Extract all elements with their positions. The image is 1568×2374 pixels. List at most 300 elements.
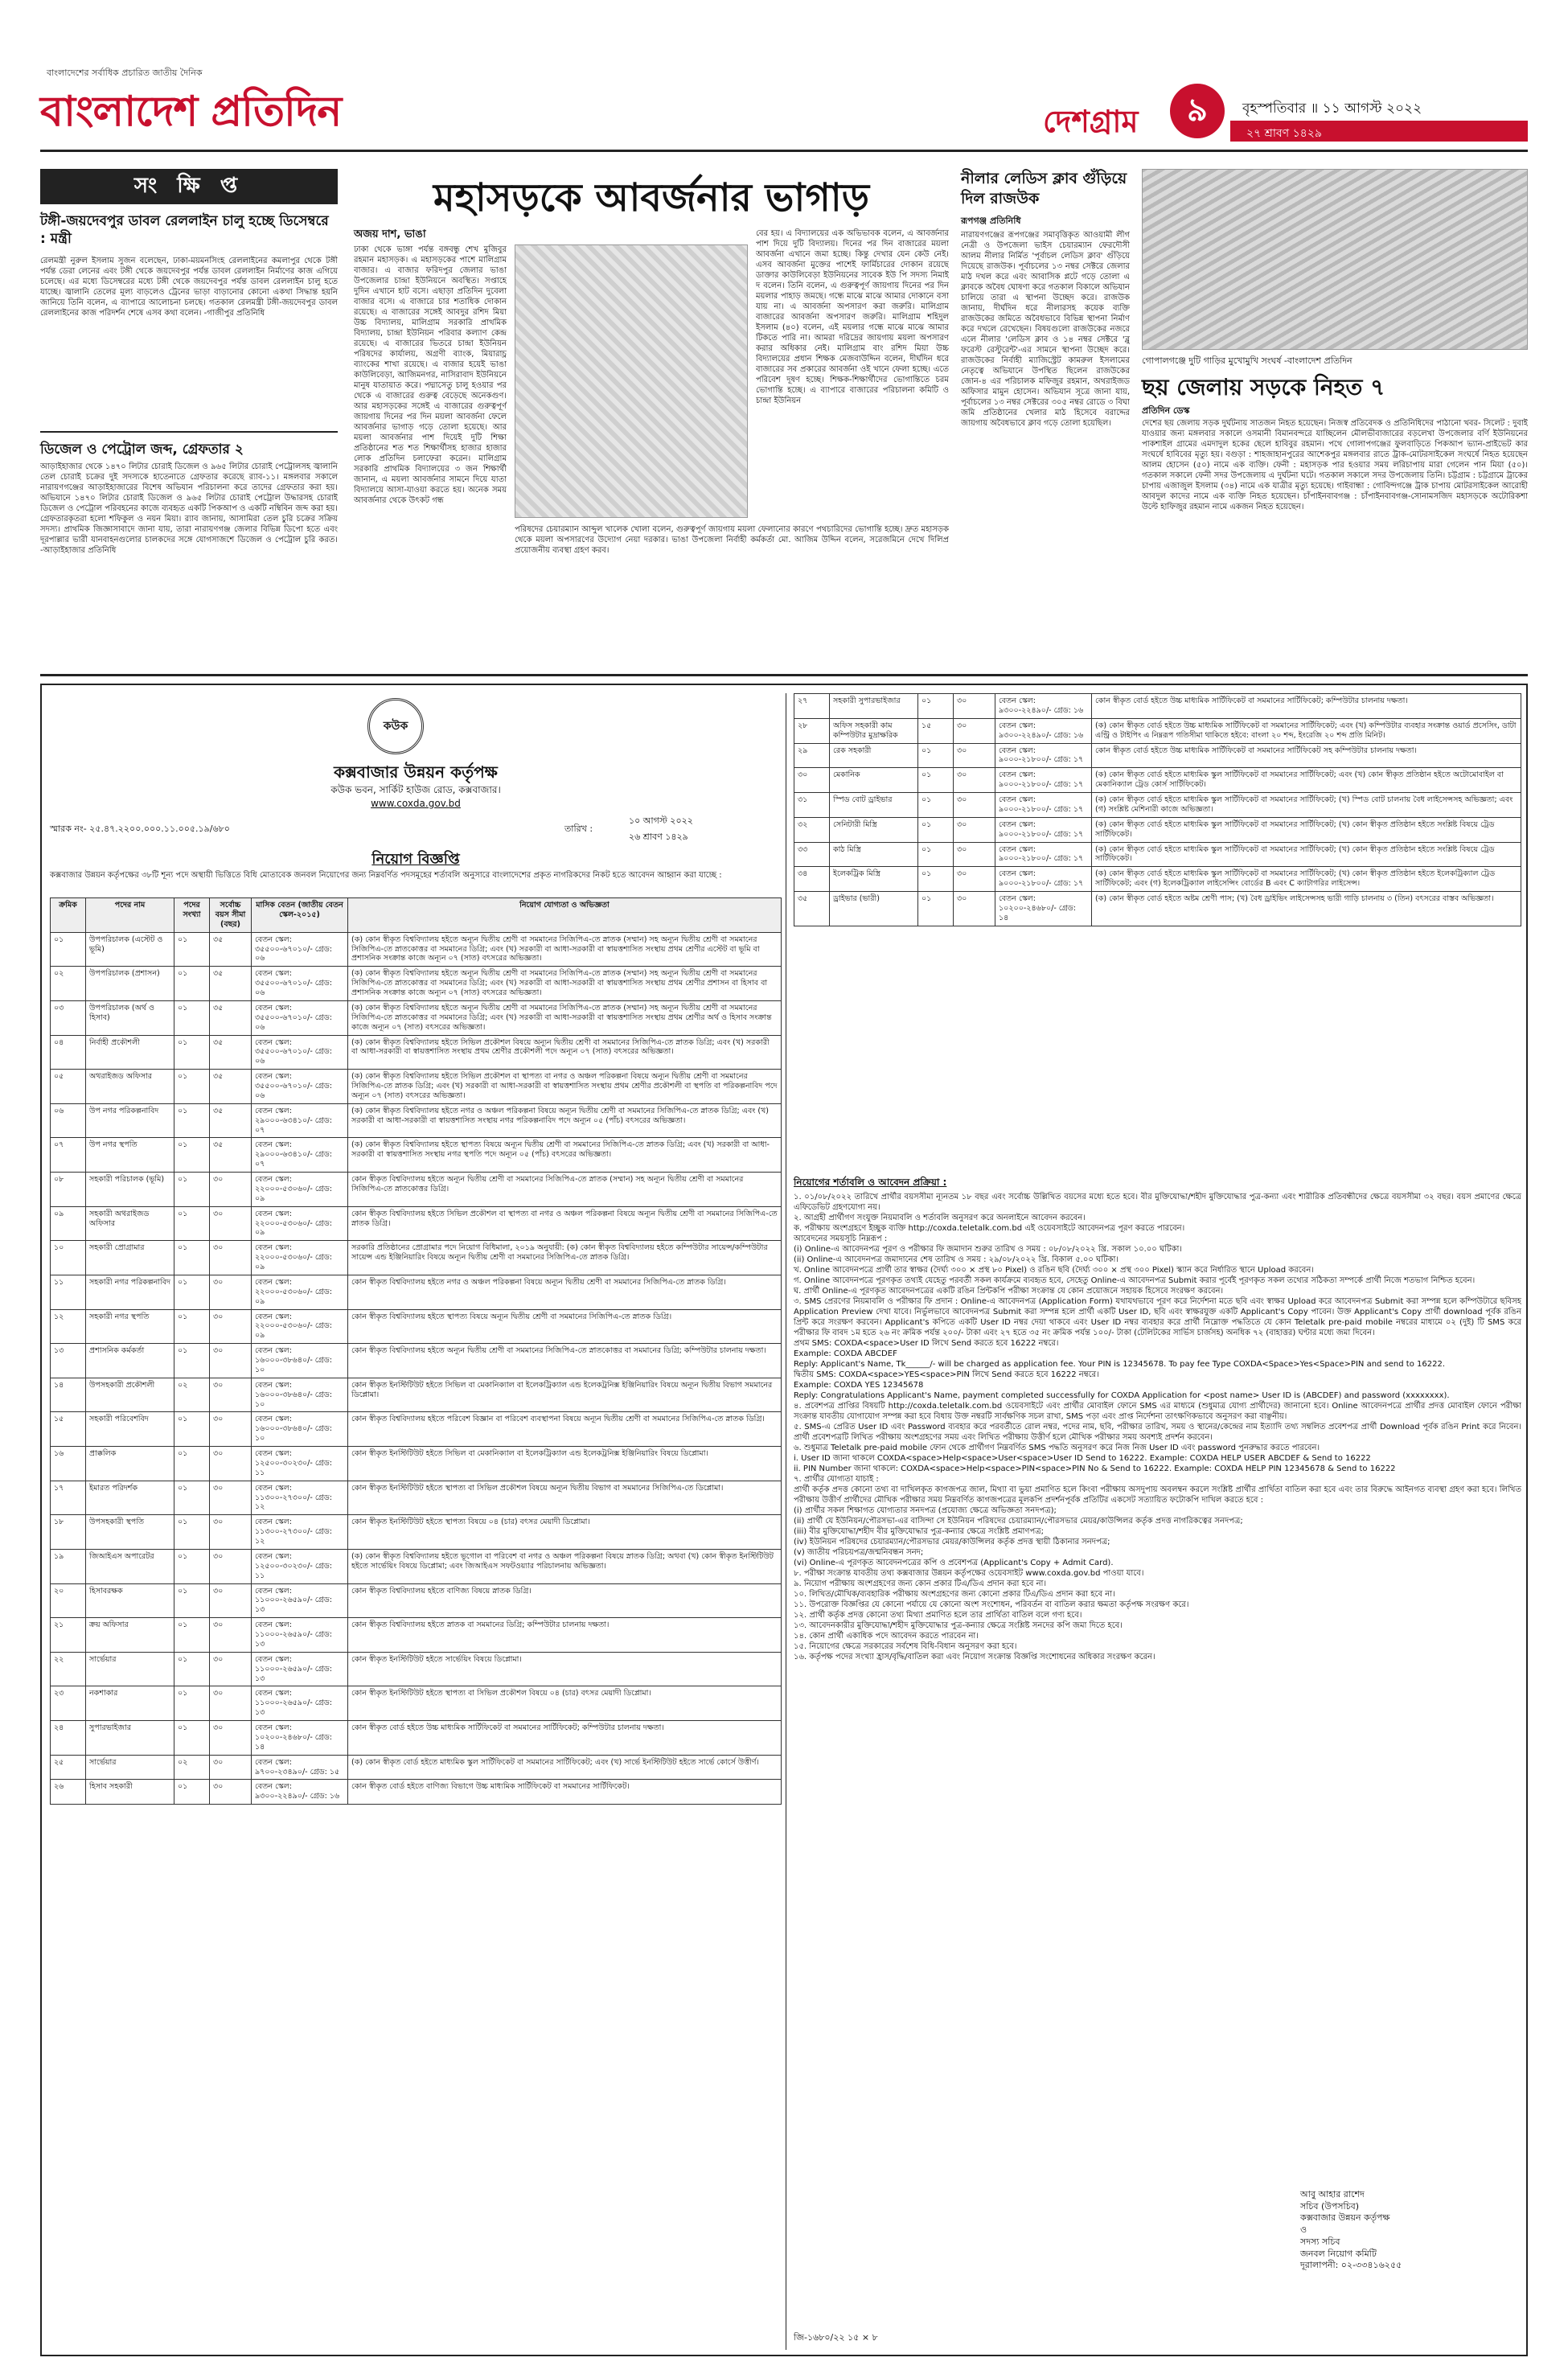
- col-count: পদের সংখ্যা: [174, 898, 210, 933]
- cell-post: সার্ভেয়ার: [86, 1652, 174, 1686]
- cell-qualification: (ক) কোন স্বীকৃত বিশ্ববিদ্যালয় হইতে স্থাপত্য বিষয়ে অন্যূন দ্বিতীয় শ্রেণী বা সমমানের সিজিপিএ-তে স্নাতক ডিগ্রি; এবং (খ) সরকারী বা আধা-সরকারী বা স্বায়ত্তশাসিত সংস্থায় নগর স্থপতি পদে অন্যূন ০৫ (পাঁচ) বৎসরের অভিজ্ঞতা।: [348, 1138, 782, 1173]
- cell-serial: ২৭: [794, 694, 830, 719]
- cell-post: ইলেকট্রিক মিস্ত্রি: [830, 867, 918, 892]
- lead-col2: বের হয়। এ বিদ্যালয়ের এক অভিভাবক বলেন, এ আবর্জনার পাশ দিয়ে দুটি বিদ্যালয়। দিনের পর দিন বাজারের ময়লা আবর্জনা এখানে জমা হচ্ছে। কিন্তু দেখার যেন কেউ নেই। এসব আবর্জনা মুক্তের পাশেই ফার্মিচারের দোকান রয়েছে ডাক্তার কাউলিবেড়া ইউনিয়নের সাবেক ইউ পি সদস্য নিমাই দ বলেন। তিনি বলেন, এ গুরুত্বপূর্ণ জায়গায় দিনের পর দিন ময়লার পাহাড় জমছে। গন্ধে মাঝে মাঝে আমার দোকানে বসা যায় না। এ আবর্জনা অপসারণ করা জরুরি। মালিগ্রাম বাজারের আবর্জনা অপসারণ জরুরি। মালিগ্রাম শহিদুল ইসলাম (৪০) বলেন, এই ময়লার গন্ধে মাঝে মাঝে আমার টিকতে পারি না। আমরা দরিদ্রের জায়গায় ময়লা অপসারণ করার অধিকার নেই। মালিগ্রাম বাং রশিদ মিয়া উচ্চ বিদ্যালয়ের প্রধান শিক্ষক মেজবাউদ্দিন বলেন, দীর্ঘদিন ধরে বাজারের সব প্রকারের আবর্জনা ওই খানে ফেলা হচ্ছে। এতে পরিবেশ দূষণ হচ্ছে। শিক্ষক-শিক্ষার্থীদের ভোগান্তিতে চরম ভোগান্তি হচ্ছে। এ ব্যাপারে বাজারের পরিচালনা কমিটি ও চান্দ্রা ইউনিয়ন: [756, 229, 949, 405]
- cell-post: হিসাবরক্ষক: [86, 1583, 174, 1618]
- ad-memo: স্মারক নং- ২৫.৪৭.২২০০.০০০.১১.০০৫.১৯/৬৮০: [50, 824, 230, 834]
- table-row: [51, 1070, 782, 1104]
- cell-serial: ৩০: [794, 768, 830, 793]
- col-age: সর্বোচ্চ বয়স সীমা (বছর): [210, 898, 252, 933]
- brief-banner: [40, 169, 338, 204]
- cell-serial: ১৪: [51, 1378, 86, 1412]
- accident-story: [1142, 161, 1528, 659]
- top-section-rule: [40, 674, 1528, 676]
- cell-serial: ০৫: [51, 1070, 86, 1104]
- cell-count: ০১: [174, 1549, 210, 1583]
- cell-age: ৩০: [954, 842, 995, 867]
- cell-age: ৩০: [210, 1755, 252, 1780]
- ad-table-header: [51, 898, 782, 933]
- cell-serial: ৩২: [794, 817, 830, 842]
- cell-age: ৩০: [954, 768, 995, 793]
- cell-count: ০২: [174, 1378, 210, 1412]
- cell-salary: বেতন স্কেল: ৩৫৫০০-৬৭০১০/- গ্রেড: ০৬: [252, 1070, 348, 1104]
- cell-qualification: কোন স্বীকৃত বিশ্ববিদ্যালয় হইতে অন্যূন দ্বিতীয় শ্রেণী বা সমমানের সিজিপিএ-তে স্নাতক (সম্মান) সহ অন্যূন দ্বিতীয় শ্রেণী বা সমমানের সিজিপিএ-তে স্নাতকোত্তর ডিগ্রি।: [348, 1173, 782, 1207]
- cell-age: ৩০: [954, 694, 995, 719]
- table-row: [51, 1583, 782, 1618]
- cell-post: অথরাইজড অফিসার: [86, 1070, 174, 1104]
- cell-qualification: (ক) কোন স্বীকৃত বোর্ড হইতে মাধ্যমিক স্কুল সার্টিফিকেট বা সমমানের সার্টিফিকেট; (খ) কোন স্বীকৃত প্রতিষ্ঠান হইতে সংশ্লিষ্ট বিষয়ে ট্রেড সার্টিফিকেট।: [1092, 842, 1521, 867]
- cell-post: প্রশাসনিক কর্মকর্তা: [86, 1344, 174, 1378]
- ad-website[interactable]: www.coxda.gov.bd: [371, 798, 461, 809]
- cell-qualification: (ক) কোন স্বীকৃত বোর্ড হইতে অষ্টম শ্রেণী পাস; (খ) বৈধ ড্রাইভিং লাইসেন্সসহ ভারী গাড়ি চালনায় ৩ (তিন) বৎসরের বাস্তব অভিজ্ঞতা।: [1092, 892, 1521, 926]
- cell-count: ০১: [918, 817, 954, 842]
- cell-salary: বেতন স্কেল: ৯০০০-২১৮০০/- গ্রেড: ১৭: [995, 867, 1092, 892]
- cell-post: ড্রাইভার (ভারী): [830, 892, 918, 926]
- cell-salary: বেতন স্কেল: ৯৩০০-২২৪৯০/- গ্রেড: ১৬: [252, 1780, 348, 1805]
- table-row: [51, 1755, 782, 1780]
- cell-count: ০১: [174, 1070, 210, 1104]
- cell-count: ০১: [174, 1721, 210, 1756]
- table-row: [794, 817, 1521, 842]
- cell-post: সুপারভাইজার: [86, 1721, 174, 1756]
- bangla-date: ২৭ শ্রাবণ ১৪২৯: [1246, 127, 1322, 140]
- cell-serial: ২৪: [51, 1721, 86, 1756]
- cell-age: ৩৫: [210, 1000, 252, 1035]
- cell-count: ০১: [174, 932, 210, 967]
- table-row: [794, 743, 1521, 768]
- bangla-date-bar: [1230, 121, 1528, 142]
- cell-salary: বেতন স্কেল: ৯০০০-২১৮০০/- গ্রেড: ১৭: [995, 842, 1092, 867]
- ad-authority: কক্সবাজার উন্নয়ন কর্তৃপক্ষ: [334, 762, 498, 782]
- conditions-title: নিয়োগের শর্তাবলি ও আবেদন প্রক্রিয়া :: [794, 1177, 947, 1188]
- cell-salary: বেতন স্কেল: ২২০০০-৫৩০৬০/- গ্রেড: ০৯: [252, 1173, 348, 1207]
- cell-post: সহকারী সুপারভাইজার: [830, 694, 918, 719]
- cell-post: সহকারী পরিবেশবিদ: [86, 1412, 174, 1447]
- table-row: [51, 1652, 782, 1686]
- cell-qualification: কোন স্বীকৃত বিশ্ববিদ্যালয় হইতে সিভিল প্রকৌশল বা স্থাপত্য বা নগর ও অঞ্চল পরিকল্পনা বিষয়ে অন্যূন দ্বিতীয় শ্রেণী বা সমমানের সিজিপিএ-তে স্নাতক ডিগ্রি।: [348, 1206, 782, 1241]
- cell-post: সেনিটারী মিস্ত্রি: [830, 817, 918, 842]
- cell-qualification: কোন স্বীকৃত ইনস্টিটিউট হইতে সিভিল বা মেকানিক্যাল বা ইলেকট্রিক্যাল এন্ড ইলেকট্রনিক্স ইঞ্জিনিয়ারিং বিষয়ে অন্যূন দ্বিতীয় বিভাগ সমমানের ডিপ্লোমা।: [348, 1378, 782, 1412]
- ad-logo: [367, 698, 424, 754]
- cell-serial: ১৮: [51, 1515, 86, 1550]
- table-row: [51, 967, 782, 1001]
- cell-salary: বেতন স্কেল: ৯০০০-২১৮০০/- গ্রেড: ১৭: [995, 743, 1092, 768]
- table-row: [51, 1138, 782, 1173]
- cell-serial: ১১: [51, 1275, 86, 1309]
- cell-post: সহকারী অথরাইজড অফিসার: [86, 1206, 174, 1241]
- cell-qualification: কোন স্বীকৃত বিশ্ববিদ্যালয় হইতে পরিবেশ বিজ্ঞান বা পরিবেশ ব্যবস্থাপনা বিষয়ে অন্যূন দ্বিতীয় শ্রেণী বা সমমানের সিজিপিএ-তে স্নাতক ডিগ্রি।: [348, 1412, 782, 1447]
- col-post: পদের নাম: [86, 898, 174, 933]
- cell-qualification: (ক) কোন স্বীকৃত বিশ্ববিদ্যালয় হইতে সিভিল প্রকৌশল বিষয়ে অন্যূন দ্বিতীয় শ্রেণী বা সমমানের সিজিপিএ-তে স্নাতক ডিগ্রি; এবং (খ) সরকারী বা আধা-সরকারী বা স্বায়ত্তশাসিত সংস্থায় প্রথম শ্রেণীর প্রকৌশলী পদে অন্যূন ০৭ (সাত) বৎসরের অভিজ্ঞতা।: [348, 1035, 782, 1070]
- cell-serial: ০২: [51, 967, 86, 1001]
- table-row: [51, 1618, 782, 1653]
- cell-count: ০১: [174, 1447, 210, 1481]
- cell-post: জিআইএস অপারেটর: [86, 1549, 174, 1583]
- col-serial: ক্রমিক: [51, 898, 86, 933]
- cell-count: ০১: [174, 1652, 210, 1686]
- cell-post: রেক সহকারী: [830, 743, 918, 768]
- cell-post: উপপরিচালক (এস্টেট ও ভূমি): [86, 932, 174, 967]
- cell-qualification: (ক) কোন স্বীকৃত বিশ্ববিদ্যালয় হইতে সিভিল প্রকৌশল বা স্থাপত্য বা নগর ও অঞ্চল পরিকল্পনা বিষয়ে অন্যূন দ্বিতীয় শ্রেণী বা সমমানের সিজিপিএ-তে স্নাতক ডিগ্রি; এবং (খ) সরকারী বা আধা-সরকারী বা স্বায়ত্তশাসিত সংস্থায় প্রথম শ্রেণীর প্রকৌশলী বা স্থপতি বা পরিকল্পনাবিদ পদে অন্যূন ০৭ (সাত) বৎসরের অভিজ্ঞতা।: [348, 1070, 782, 1104]
- cell-post: স্পিড বোট ড্রাইভার: [830, 793, 918, 818]
- cell-salary: বেতন স্কেল: ১২৫০০-৩০২৩০/- গ্রেড: ১১: [252, 1549, 348, 1583]
- cell-post: নকশাকার: [86, 1686, 174, 1721]
- cell-salary: বেতন স্কেল: ২২০০০-৫৩০৬০/- গ্রেড: ০৯: [252, 1309, 348, 1344]
- cell-age: ৩০: [210, 1780, 252, 1805]
- ad-table-left-wrap: [50, 897, 782, 2345]
- table-row: [51, 1549, 782, 1583]
- table-row: [51, 1481, 782, 1515]
- cell-serial: ০৯: [51, 1206, 86, 1241]
- table-row: [794, 768, 1521, 793]
- cell-qualification: কোন স্বীকৃত বিশ্ববিদ্যালয় হইতে স্থাপত্য বিষয়ে অন্যূন দ্বিতীয় শ্রেণী বা সমমানের সিজিপিএ-তে স্নাতক ডিগ্রি।: [348, 1309, 782, 1344]
- table-row: [51, 1241, 782, 1275]
- cell-qualification: (ক) কোন স্বীকৃত বোর্ড হইতে মাধ্যমিক স্কুল সার্টিফিকেট বা সমমানের সার্টিফিকেট; (খ) কোন স্বীকৃত প্রতিষ্ঠান হইতে সংশ্লিষ্ট বিষয়ে ট্রেড সার্টিফিকেট।: [1092, 817, 1521, 842]
- page-number: ৯: [1187, 91, 1208, 129]
- cell-salary: বেতন স্কেল: ১১০০০-২৬৫৯০/- গ্রেড: ১৩: [252, 1583, 348, 1618]
- cell-count: ০১: [174, 1412, 210, 1447]
- cell-salary: বেতন স্কেল: ১১৩০০-২৭৩০০/- গ্রেড: ১২: [252, 1515, 348, 1550]
- cell-age: ৩০: [210, 1652, 252, 1686]
- cell-salary: বেতন স্কেল: ৩৫৫০০-৬৭০১০/- গ্রেড: ০৬: [252, 1035, 348, 1070]
- cell-count: ০১: [174, 1103, 210, 1138]
- cell-post: সার্ভেয়ার: [86, 1755, 174, 1780]
- cell-count: ১৫: [918, 718, 954, 743]
- cell-serial: ২২: [51, 1652, 86, 1686]
- cell-age: ৩০: [210, 1309, 252, 1344]
- conditions-body: ১. ০১/০৮/২০২২ তারিখে প্রার্থীর বয়সসীমা ন্যূনতম ১৮ বছর এবং সর্বোচ্চ উল্লিখিত বয়সের মধ্যে হতে হবে। বীর মুক্তিযোদ্ধা/শহীদ মুক্তিযোদ্ধার পুত্র-কন্যা এবং শারীরিক প্রতিবন্ধীদের ক্ষেত্রে বয়সসীমা ৩২ বছর। বয়স প্রমাণের ক্ষেত্রে এফিডেভিট গ্রহণযোগ্য নয়। ২. আগ্রহী প্রার্থীগণ সংযুক্ত নিয়মাবলি ও শর্তাবলি অনুসরণ করে অনলাইনে আবেদন করবেন। ক. পরীক্ষায় অংশগ্রহণে ইচ্ছুক ব্যক্তি http://coxda.teletalk.com.bd এই ওয়েবসাইটে আবেদনপত্র পূরণ করতে পারবেন। আবেদনের সময়সূচি নিম্নরূপ : (i) Online-এ আবেদনপত্র পূরণ ও পরীক্ষার ফি জমাদান শুরুর তারিখ ও সময় : ০৮/০৮/২০২২ খ্রি. সকাল ১০.০০ ঘটিকা। (ii) Online-এ আবেদনপত্র জমাদানের শেষ তারিখ ও সময় : ২৯/০৮/২০২২ খ্রি. বিকাল ৫.০০ ঘটিকা। খ. Online আবেদনপত্রে প্রার্থী তার স্বাক্ষর (দৈর্ঘ্য ৩০০ × প্রস্থ ৮০ Pixel) ও রঙিন ছবি (দৈর্ঘ্য ৩০০ × প্রস্থ ৩০০ Pixel) স্ক্যান করে নির্ধারিত স্থানে Upload করবেন। গ. Online আবেদনপত্রে পূরণকৃত তথ্যই যেহেতু পরবর্তী সকল কার্যক্রমে ব্যবহৃত হবে, সেহেতু Online-এ আবেদনপত্র Submit করার পূর্বেই পূরণকৃত সকল তথ্যের সঠিকতা সম্পর্কে প্রার্থী নিজে শতভাগ নিশ্চিত হবেন। ঘ. প্রার্থী Online-এ পূরণকৃত আবেদনপত্রের একটি রঙিন প্রিন্টকপি পরীক্ষা সংক্রান্ত যে কোন প্রয়োজনে সহায়ক হিসেবে সংরক্ষণ করবেন। ৩. SMS প্রেরণের নিয়মাবলি ও পরীক্ষার ফি প্রদান : Online-এ আবেদনপত্র (Application Form) যথাযথভাবে পূরণ করে নির্দেশনা মতে ছবি এবং স্বাক্ষর Upload করে আবেদনপত্র Submit করা সম্পন্ন হলে কম্পিউটারে ছবিসহ Application Preview দেখা যাবে। নির্ভুলভাবে আবেদনপত্র Submit করা সম্পন্ন হলে প্রার্থী একটি User ID, ছবি এবং স্বাক্ষরযুক্ত একটি Applicant's Copy পাবেন। উক্ত Applicant's Copy প্রার্থী download পূর্বক রঙিন প্রিন্ট করে সংরক্ষণ করবেন। Applicant's কপিতে একটি User ID নম্বর দেয়া থাকবে এবং User ID নম্বর ব্যবহার করে প্রার্থী নিম্নোক্ত পদ্ধতিতে যে কোন Teletalk pre-paid mobile নম্বরের মাধ্যমে ০২ (দুই) টি SMS করে পরীক্ষার ফি বাবদ ১ম হতে ২৬ নং ক্রমিক পর্যন্ত ২০০/- টাকা এবং ২৭ হতে ৩৫ নং ক্রমিক পর্যন্ত ১০০/- টাকা (টেলিটকের সার্ভিস চার্জসহ) অনধিক ৭২ (বাহাত্তর) ঘণ্টার মধ্যে জমা দিবেন। প্রথম SMS: COXDA<space>User ID লিখে Send করতে হবে 16222 নম্বরে। Example: COXDA ABCDEF Reply: Applicant's Name, Tk______/- will be charged as application fee. Your PIN is 12345678. To pay fee Type COXDA<Space>Yes<Space>PIN and send to 16222. দ্বিতীয় SMS: COXDA<space>YES<space>PIN লিখে Send করতে হবে 16222 নম্বরে। Example: COXDA YES 12345678 Reply: Congratulations Applicant's Name, payment completed successfully for COXDA Application for <post name> User ID is (ABCDEF) and password (xxxxxxxx). ৪. প্রবেশপত্র প্রাপ্তির বিষয়টি http://coxda.teletalk.com.bd ওয়েবসাইটে এবং প্রার্থীর মোবাইল ফোনে SMS এর মাধ্যমে (শুধুমাত্র যোগ্য প্রার্থীদের) জানানো হবে। Online আবেদনপত্রে প্রার্থীর প্রদত্ত মোবাইল ফোনে পরীক্ষা সংক্রান্ত যাবতীয় যোগাযোগ সম্পন্ন করা হবে বিধায় উক্ত নম্বরটি সার্বক্ষণিক সচল রাখা, SMS পড়া এবং প্রাপ্ত নির্দেশনা তাৎক্ষণিকভাবে অনুসরণ করা বাঞ্ছনীয়। ৫. SMS-এ প্রেরিত User ID এবং Password ব্যবহার করে পরবর্তীতে রোল নম্বর, পদের নাম, ছবি, পরীক্ষার তারিখ, সময় ও স্থানের/কেন্দ্রের নাম ইত্যাদি তথ্য সম্বলিত প্রবেশপত্র প্রার্থী Download পূর্বক রঙিন Print করে নিবেন। প্রার্থী প্রবেশপত্রটি লিখিত পরীক্ষায় অংশগ্রহণের সময় এবং লিখিত পরীক্ষায় উত্তীর্ণ হলে মৌখিক পরীক্ষার সময় অবশ্যই প্রদর্শন করবেন। ৬. শুধুমাত্র Teletalk pre-paid mobile ফোন থেকে প্রার্থীগণ নিম্নবর্ণিত SMS পদ্ধতি অনুসরণ করে নিজ নিজ User ID এবং password পুনরুদ্ধার করতে পারবেন। i. User ID জানা থাকলে COXDA<space>Help<space>User<space>User ID Send to 16222. Example: COXDA HELP USER ABCDEF & Send to 16222 ii. PIN Number জানা থাকলে: COXDA<space>Help<space>PIN<space>PIN No & Send to 16222. Example: COXDA HELP PIN 12345678 & Send to 16222 ৭. প্রার্থীর যোগ্যতা যাচাই : প্রার্থী কর্তৃক প্রদত্ত কোনো তথ্য বা দাখিলকৃত কাগজপত্র জাল, মিথ্যা বা ভুয়া প্রমাণিত হলে কিংবা পরীক্ষায় অসদুপায় অবলম্বন করলে সংশ্লিষ্ট প্রার্থীর প্রার্থিতা বাতিল করা হবে এবং তার বিরুদ্ধে আইনগত ব্যবস্থা গ্রহণ করা হবে। লিখিত পরীক্ষায় উত্তীর্ণ প্রার্থীদের মৌখিক পরীক্ষার সময় নিম্নবর্ণিত কাগজপত্রের মূলকপি প্রদর্শনপূর্বক প্রতিটির একসেট সত্যায়িত ফটোকপি দাখিল করতে হবে : (i) প্রার্থীর সকল শিক্ষাগত যোগ্যতার সনদপত্র (প্রযোজ্য ক্ষেত্রে অভিজ্ঞতা সনদপত্র); (ii) প্রার্থী যে ইউনিয়ন/পৌরসভা-এর বাসিন্দা সে ইউনিয়ন পরিষদের চেয়ারম্যান/পৌরসভার মেয়র/কাউন্সিলর কর্তৃক প্রদত্ত নাগরিকত্বের সনদপত্র; (iii) বীর মুক্তিযোদ্ধা/শহীদ বীর মুক্তিযোদ্ধার পুত্র-কন্যার ক্ষেত্রে সংশ্লিষ্ট প্রমাণপত্র; (iv) ইউনিয়ন পরিষদের চেয়ারম্যান/পৌরসভার মেয়র/কাউন্সিলর কর্তৃক প্রদত্ত স্থায়ী ঠিকানার সনদপত্র; (v) জাতীয় পরিচয়পত্র/জন্মনিবন্ধন সনদ; (vi) Online-এ পূরণকৃত আবেদনপত্রের কপি ও প্রবেশপত্র (Applicant's Copy + Admit Card). ৮. পরীক্ষা সংক্রান্ত যাবতীয় তথ্য কক্সবাজার উন্নয়ন কর্তৃপক্ষের ওয়েবসাইট www.coxda.gov.bd পাওয়া যাবে। ৯. নিয়োগ পরীক্ষায় অংশগ্রহণের জন্য কোন প্রকার টিএ/ডিএ প্রদান করা হবে না। ১০. লিখিত/মৌখিক/ব্যবহারিক পরীক্ষায় অংশগ্রহণের জন্য কোনো প্রকার টিএ/ডিএ প্রদান করা হবে না। ১১. উপরোক্ত বিজ্ঞপ্তির যে কোনো পর্যায়ে যে কোনো অংশ সংশোধন, পরিবর্তন বা বাতিল করার ক্ষমতা কর্তৃপক্ষ সংরক্ষণ করে। ১২. প্রার্থী কর্তৃক প্রদত্ত কোনো তথ্য মিথ্যা প্রমাণিত হলে তার প্রার্থিতা বাতিল বলে গণ্য হবে। ১৩. আবেদনকারীর মুক্তিযোদ্ধা/শহীদ মুক্তিযোদ্ধার পুত্র-কন্যার ক্ষেত্রে সংশ্লিষ্ট সনদের কপি জমা দিতে হবে। ১৪. কোন প্রার্থী একাধিক পদে আবেদন করতে পারবেন না। ১৫. নিয়োগের ক্ষেত্রে সরকারের সর্বশেষ বিধি-বিধান অনুসরণ করা হবে। ১৬. কর্তৃপক্ষ পদের সংখ্যা হ্রাস/বৃদ্ধি/বাতিল করা এবং নিয়োগ সংক্রান্ত বিজ্ঞপ্তি সংশোধনের অধিকার সংরক্ষণ করেন।: [794, 1193, 1521, 1661]
- cell-age: ৩০: [210, 1378, 252, 1412]
- cell-salary: বেতন স্কেল: ২৯০০০-৬৩৪১০/- গ্রেড: ০৭: [252, 1138, 348, 1173]
- cell-serial: ১০: [51, 1241, 86, 1275]
- cell-serial: ১৫: [51, 1412, 86, 1447]
- cell-age: ৩০: [210, 1275, 252, 1309]
- table-row: [794, 718, 1521, 743]
- cell-post: উপপরিচালক (প্রশাসন): [86, 967, 174, 1001]
- cell-serial: ২৬: [51, 1780, 86, 1805]
- cell-count: ০১: [174, 1686, 210, 1721]
- brief-divider: [40, 431, 338, 433]
- lead-headline: মহাসড়কে আবর্জনার ভাগাড়: [433, 175, 869, 220]
- table-row: [51, 932, 782, 967]
- table-row: [794, 867, 1521, 892]
- cell-qualification: কোন স্বীকৃত বিশ্ববিদ্যালয় হইতে বাণিজ্য বিষয়ে স্নাতক ডিগ্রি।: [348, 1583, 782, 1618]
- cell-post: অফিস সহকারী কাম কম্পিউটার মুদ্রাক্ষরিক: [830, 718, 918, 743]
- cell-qualification: কোন স্বীকৃত বোর্ড হইতে উচ্চ মাধ্যমিক সার্টিফিকেট বা সমমানের সার্টিফিকেট; কম্পিউটার চালনায় দক্ষতা।: [1092, 694, 1521, 719]
- cell-age: ৩৫: [210, 967, 252, 1001]
- cell-salary: বেতন স্কেল: ১১০০০-২৬৫৯০/- গ্রেড: ১৩: [252, 1652, 348, 1686]
- accident-headline: ছয় জেলায় সড়কে নিহত ৭: [1142, 374, 1385, 400]
- cell-qualification: কোন স্বীকৃত ইনস্টিটিউট হইতে স্থাপত্য বা সিভিল প্রকৌশল বিষয়ে অন্যূন দ্বিতীয় বিভাগ বা সমমানের সিজিপিএ-তে ডিপ্লোমা।: [348, 1481, 782, 1515]
- cell-serial: ১৩: [51, 1344, 86, 1378]
- table-row: [51, 1780, 782, 1805]
- cell-count: ০২: [174, 1755, 210, 1780]
- cell-age: ৩০: [954, 793, 995, 818]
- cell-count: ০১: [918, 892, 954, 926]
- cell-count: ০১: [174, 967, 210, 1001]
- cell-age: ৩০: [210, 1241, 252, 1275]
- cell-serial: ৩৪: [794, 867, 830, 892]
- brief-body-2: আড়াইহাজার থেকে ১৪৭০ লিটার চোরাই ডিজেল ও ৯৬৫ লিটার চোরাই পেট্রোলসহ জ্বালানি তেল চোরাই চক্রের দুই সদস্যকে হাতেনাতে গ্রেফতার করেছে র‍্যাব-১১। মঙ্গলবার সকালে নারায়ণগঞ্জের আড়াইহাজারের বিশেষ অভিযান পরিচালনা করে তাদের গ্রেফতার করা হয়। অভিযানে ১৪৭০ লিটার চোরাই ডিজেল ও ৯৬৫ লিটার চোরাই পেট্রোল উদ্ধারসহ চোরাই ডিজেল ও পেট্রোল পরিবহনের কাজে ব্যবহৃত একটি পিকআপ ও একটি নম্বিবিন জব্দ করা হয়। গ্রেফতারকৃতরা হলো শফিকুল ও নয়ন মিয়া। র‍্যাব জানায়, আসামিরা তেল চুরি চক্রের সক্রিয় সদস্য। প্রাথমিক জিজ্ঞাসাবাদে জানা যায়, তারা নারায়ণগঞ্জ জেলার বিভিন্ন ডিপো হতে এবং দূরপাল্লার ভারী যানবাহনগুলোর চালকদের সঙ্গে যোগসাজশে ডিজেল ও পেট্রোল চুরি করত। -আড়াইহাজার প্রতিনিধি: [40, 462, 338, 555]
- section-name: দেশগ্রাম: [1043, 104, 1139, 139]
- ad-date2: ২৬ শ্রাবণ ১৪২৯: [629, 832, 688, 842]
- cell-age: ৩০: [210, 1618, 252, 1653]
- table-row: [51, 1275, 782, 1309]
- ad-address: কউক ভবন, সার্কিট হাউজ রোড, কক্সবাজার।: [330, 784, 501, 795]
- cell-serial: ৩১: [794, 793, 830, 818]
- cell-salary: বেতন স্কেল: ১৬০০০-৩৮৬৪০/- গ্রেড: ১০: [252, 1378, 348, 1412]
- masthead-rule: [40, 150, 1528, 152]
- cell-qualification: (ক) কোন স্বীকৃত বিশ্ববিদ্যালয় হইতে অন্যূন দ্বিতীয় শ্রেণী বা সমমানের সিজিপিএ-তে স্নাতক (সম্মান) সহ অন্যূন দ্বিতীয় শ্রেণী বা সমমানের সিজিপিএ-তে স্নাতকোত্তর বা সমমানের ডিগ্রি; এবং (খ) সরকারী বা আধা-সরকারী বা স্বায়ত্তশাসিত সংস্থায় প্রথম শ্রেণীর প্রশাসন বা হিসাব বা প্রশাসনিক সংক্রান্ত কাজে অন্যূন ০৭ (সাত) বৎসরের অভিজ্ঞতা।: [348, 967, 782, 1001]
- cell-age: ৩৫: [210, 1070, 252, 1104]
- cell-salary: বেতন স্কেল: ১১০০০-২৬৫৯০/- গ্রেড: ১৩: [252, 1686, 348, 1721]
- cell-qualification: সরকারি প্রতিষ্ঠানের প্রোগ্রামার পদে নিয়োগ বিধিমালা, ২০১৯ অনুযায়ী: (ক) কোন স্বীকৃত বিশ্ববিদ্যালয় হইতে কম্পিউটার সায়েন্স/কম্পিউটার সায়েন্স এন্ড ইঞ্জিনিয়ারিং বিষয়ে অন্যূন দ্বিতীয় শ্রেণী বা সমমানের সিজিপিএ-তে স্নাতক ডিগ্রি।: [348, 1241, 782, 1275]
- cell-qualification: কোন স্বীকৃত বোর্ড হইতে উচ্চ মাধ্যমিক সার্টিফিকেট বা সমমানের সার্টিফিকেট সহ কম্পিউটার চালনায় দক্ষতা।: [1092, 743, 1521, 768]
- table-row: [51, 1686, 782, 1721]
- cell-qualification: (ক) কোন স্বীকৃত বোর্ড হইতে মাধ্যমিক স্কুল সার্টিফিকেট বা সমমানের সার্টিফিকেট; (খ) স্পিড বোট চালনায় বৈধ লাইসেন্সসহ অভিজ্ঞতা; এবং (গ) সংশ্লিষ্ট মেশিনারী কাজে অভিজ্ঞতা।: [1092, 793, 1521, 818]
- table-row: [794, 842, 1521, 867]
- cell-qualification: কোন স্বীকৃত ইনস্টিটিউট হইতে স্থাপত্য বা সিভিল প্রকৌশল বিষয়ে ০৪ (চার) বৎসর মেয়াদী ডিপ্লোমা।: [348, 1686, 782, 1721]
- cell-salary: বেতন স্কেল: ১১০০০-২৬৫৯০/- গ্রেড: ১৩: [252, 1618, 348, 1653]
- table-row: [51, 1447, 782, 1481]
- table-row: [51, 1000, 782, 1035]
- accident-photo: [1142, 169, 1528, 350]
- cell-post: উপসহকারী প্রকৌশলী: [86, 1378, 174, 1412]
- table-row: [51, 1309, 782, 1344]
- cell-serial: ১৬: [51, 1447, 86, 1481]
- cell-serial: ২৯: [794, 743, 830, 768]
- table-row: [794, 793, 1521, 818]
- table-row: [51, 1412, 782, 1447]
- cell-serial: ২৩: [51, 1686, 86, 1721]
- cell-count: ০১: [174, 1780, 210, 1805]
- cell-count: ০১: [174, 1173, 210, 1207]
- cell-qualification: (ক) কোন স্বীকৃত বিশ্ববিদ্যালয় হইতে নগর ও অঞ্চল পরিকল্পনা বিষয়ে অন্যূন দ্বিতীয় শ্রেণী বা সমমানের সিজিপিএ-তে স্নাতক ডিগ্রি; এবং (খ) সরকারী বা আধা-সরকারী বা স্বায়ত্তশাসিত সংস্থায় নগর পরিকল্পনাবিদ পদে অন্যূন ০৫ (পাঁচ) বৎসরের অভিজ্ঞতা।: [348, 1103, 782, 1138]
- cell-serial: ০৪: [51, 1035, 86, 1070]
- cell-serial: ২৮: [794, 718, 830, 743]
- cell-age: ৩০: [210, 1481, 252, 1515]
- ladies-club-story: [961, 161, 1130, 659]
- cell-salary: বেতন স্কেল: ৯০০০-২১৮০০/- গ্রেড: ১৭: [995, 793, 1092, 818]
- cell-serial: ০৭: [51, 1138, 86, 1173]
- cell-post: সহকারী প্রোগ্রামার: [86, 1241, 174, 1275]
- ad-date1: ১০ আগস্ট ২০২২: [629, 815, 693, 826]
- cell-serial: ১৭: [51, 1481, 86, 1515]
- masthead-logo: বাংলাদেশ প্রতিদিন: [40, 88, 342, 136]
- cell-count: ০১: [918, 793, 954, 818]
- cell-qualification: কোন স্বীকৃত বিশ্ববিদ্যালয় হইতে নগর ও অঞ্চল পরিকল্পনা বিষয়ে অন্যূন দ্বিতীয় শ্রেণী বা সমমানের সিজিপিএ-তে স্নাতক ডিগ্রি।: [348, 1275, 782, 1309]
- lead-byline: অজয় দাশ, ভাঙা: [354, 228, 426, 240]
- cell-post: হিসাব সহকারী: [86, 1780, 174, 1805]
- cell-qualification: কোন স্বীকৃত ইনস্টিটিউট হইতে সার্ভেয়িং বিষয়ে ডিপ্লোমা।: [348, 1652, 782, 1686]
- cell-count: ০১: [918, 743, 954, 768]
- cell-post: উপ নগর পরিকল্পনাবিদ: [86, 1103, 174, 1138]
- cell-age: ৩০: [954, 867, 995, 892]
- ladies-body: নারায়ণগঞ্জের রূপগঞ্জের সমাবৃত্তিকৃত আওয়ামী লীগ নেত্রী ও উপজেলা ভাইস চেয়ারম্যান ফেরদৌসী আলম নীলার নির্মিত 'পূর্বাচল লেডিস ক্লাব' গুঁড়িয়ে দিয়েছে রাজউক। পূর্বাচলের ১৩ নম্বর সেক্টরে জেলার মাঠ দখল করে এবং আবাসিক প্লটে গড়ে তোলা এ ক্লাবকে অবৈধ ঘোষণা করে গতকাল বিকালে অভিযান চালিয়ে তারা এ স্থাপনা উচ্ছেদ করে। রাজউক জানায়, দীর্ঘদিন ধরে নীলারসহ কয়েক ব্যক্তি রাজউকের জমিতে অবৈধভাবে বিভিন্ন স্থাপনা নির্মাণ করে দখলে রেখেছেন। বিষয়গুলো রাজউকের নজরে এলে নীলার 'লেডিস ক্লাব ও ১৪ নম্বর সেক্টরে 'ব্লু ফরেস্ট রেস্টুরেন্ট'-এর সামনে স্থাপনা উচ্ছেদ করে। রাজউকের নির্বাহী ম্যাজিস্ট্রেট কামরুল ইসলামের নেতৃত্বে অভিযানে উপস্থিত ছিলেন রাজউকের জোন-৪ এর পরিচালক মফিজুর রহমান, অথরাইজড অফিসার মামুন হোসেন। অভিযান সূত্রে জানা যায়, পূর্বাচলের ১৩ নম্বর সেক্টরের ৩০৫ নম্বর রোডে ৩ বিঘা জমি প্রতিষ্ঠানের খেলার মাঠ হিসেবে বরাদ্দের জায়গায় অবৈধভাবে ক্লাব গড়ে তোলা হয়েছিল।: [961, 231, 1130, 428]
- cell-count: ০১: [918, 842, 954, 867]
- cell-post: নির্বাহী প্রকৌশলী: [86, 1035, 174, 1070]
- cell-serial: ০৮: [51, 1173, 86, 1207]
- lead-col3: পরিষদের চেয়ারম্যান আব্দুল খালেক খোলা বলেন, গুরুত্বপূর্ণ জায়গায় ময়লা ফেলানোর কারণে পথচারিদের ভোগান্তি হচ্ছে। দ্রুত মহাসড়ক থেকে ময়লা অপসারণের উদ্যোগ নেয়া দরকার। ভাঙা উপজেলা নির্বাহী কর্মকর্তা মো. আজিম উদ্দিন বলেন, সরেজমিনে দেখে দিলিপ্র প্রয়োজনীয় ব্যবস্থা গ্রহণ করব।: [515, 525, 949, 555]
- cell-salary: বেতন স্কেল: ২৯০০০-৬৩৪১০/- গ্রেড: ০৭: [252, 1103, 348, 1138]
- cell-qualification: কোন স্বীকৃত বিশ্ববিদ্যালয় হইতে অন্যূন দ্বিতীয় শ্রেণী বা সমমানের সিজিপিএ-তে স্নাতকোত্তর বা সমমানের ডিগ্রি; কম্পিউটার চালনায় দক্ষতা।: [348, 1344, 782, 1378]
- ladies-byline: রূপগঞ্জ প্রতিনিধি: [961, 216, 1021, 226]
- accident-byline: প্রতিদিন ডেস্ক: [1142, 405, 1190, 416]
- ad-intro: কক্সবাজার উন্নয়ন কর্তৃপক্ষের ৩৮টি শূন্য পদে অস্থায়ী ভিত্তিতে বিধি মোতাবেক জনবল নিয়োগের জন্য নিম্নবর্ণিত পদসমূহের শর্তাবলি অনুসারে বাংলাদেশের প্রকৃত নাগরিকদের নিকট হতে আবেদন আহ্বান করা যাচ্ছে :: [50, 871, 722, 880]
- cell-age: ৩৫: [210, 1035, 252, 1070]
- cell-serial: ১২: [51, 1309, 86, 1344]
- cell-post: উপপরিচালক (অর্থ ও হিসাব): [86, 1000, 174, 1035]
- table-row: [794, 694, 1521, 719]
- brief-banner-text: সং ক্ষি প্ত: [133, 174, 244, 198]
- masthead-tagline: বাংলাদেশের সর্বাধিক প্রচারিত জাতীয় দৈনিক: [47, 68, 203, 78]
- cell-count: ০১: [174, 1138, 210, 1173]
- cell-post: উপ নগর স্থপতি: [86, 1138, 174, 1173]
- table-row: [51, 1206, 782, 1241]
- ad-signature: আবু আহার রাশেদ সচিব (উপসচিব) কক্সবাজার উন্নয়ন কর্তৃপক্ষ ও সদস্য সচিব জনবল নিয়োগ কমিটি দূরালাপনী: ০২-৩৩৪১৬২৫৫: [1300, 2189, 1402, 2271]
- cell-count: ০১: [174, 1035, 210, 1070]
- ad-gd-number: জি-১৬৮০/২২ ১৫ × ৮: [794, 2332, 878, 2343]
- cell-qualification: কোন স্বীকৃত বোর্ড হইতে বাণিজ্য বিভাগে উচ্চ মাধ্যমিক সার্টিফিকেট বা সমমানের সার্টিফিকেট।: [348, 1780, 782, 1805]
- cell-qualification: কোন স্বীকৃত ইনস্টিটিউট হইতে স্থাপত্য বিষয়ে ০৪ (চার) বৎসর মেয়াদী ডিপ্লোমা।: [348, 1515, 782, 1550]
- cell-count: ০১: [918, 867, 954, 892]
- cell-qualification: (ক) কোন স্বীকৃত বোর্ড হইতে উচ্চ মাধ্যমিক সার্টিফিকেট বা সমমানের সার্টিফিকেট; এবং (খ) কম্পিউটার ব্যবহার সংক্রান্ত ওয়ার্ড প্রসেসিং, ডাটা এন্ট্রি ও টাইপিং এ নিম্নরূপ গতিসীমা থাকিতে হইবে: বাংলা ২০ শব্দ, ইংরেজি ২০ শব্দ প্রতি মিনিট।: [1092, 718, 1521, 743]
- ad-table-right-wrap: [794, 693, 1521, 1168]
- cell-count: ০১: [918, 768, 954, 793]
- accident-body: দেশের ছয় জেলায় সড়ক দুর্ঘটনায় সাতজন নিহত হয়েছেন। নিজস্ব প্রতিবেদক ও প্রতিনিধিদের পাঠানো খবর- সিলেট : দুবাই যাওয়ার জন্য মঙ্গলবার সকালে ওসমানী বিমানবন্দরে যাচ্ছিলেন মৌলভীবাজারের বড়লেখা উপজেলার বর্ণি ইউনিয়নের পাকশাইল গ্রামের এমদাদুল হকের ছেলে হাবিবুর রহমান। পথে গোলাপগঞ্জের ফুলবাড়িতে পিকআপ ভ্যান-প্রাইভেট কার সংঘর্ষে হাবিবের মৃত্যু হয়। বগুড়া : শাহজাহানপুরের আশেকপুর মঙ্গলবার রাতে ট্রাক-মোটরসাইকেল সংঘর্ষে নিহত হয়েছেন আলম হোসেন (৫০) নামে এক ব্যক্তি। ফেনী : মহাসড়ক পার হওয়ার সময় লরিচাপায় মারা গেলেন পান মিয়া (৫০)। গতকাল সকালে ফেনী সদর উপজেলায় এ দুর্ঘটনা ঘটে। গতকাল সকালে সদর উপজেলায় তিনি। চট্টগ্রাম : চট্টগ্রামে ট্রাকের চাপায় এজাজুল ইসলাম (৩৪) নামে এক যাত্রীর মৃত্যু হয়েছে। গাইবান্ধা : গোবিন্দগঞ্জে ট্রাক চাপায় মোটরসাইকেল আরোহী আবদুল কাদের নামে এক ব্যক্তি নিহত হয়েছেন। চাঁপাইনবাবগঞ্জ : চাঁপাইনবাবগঞ্জ-সোনামসজিদ মহাসড়কে অটোরিকশা উল্টে হাফিজুর রহমান নামে একজন নিহত হয়েছেন।: [1142, 419, 1528, 511]
- cell-post: সহকারী নগর স্থপতি: [86, 1309, 174, 1344]
- cell-post: উপসহকারী স্থপতি: [86, 1515, 174, 1550]
- cell-serial: ২০: [51, 1583, 86, 1618]
- cell-salary: বেতন স্কেল: ৯০০০-২১৮০০/- গ্রেড: ১৭: [995, 768, 1092, 793]
- table-row: [51, 1721, 782, 1756]
- cell-qualification: (ক) কোন স্বীকৃত বিশ্ববিদ্যালয় হইতে অন্যূন দ্বিতীয় শ্রেণী বা সমমানের সিজিপিএ-তে স্নাতক (সম্মান) সহ অন্যূন দ্বিতীয় শ্রেণী বা সমমানের সিজিপিএ-তে স্নাতকোত্তর বা সমমানের ডিগ্রি; এবং (খ) সরকারী বা আধা-সরকারী বা স্বায়ত্তশাসিত সংস্থায় প্রথম শ্রেণীর অর্থ ও হিসাব সংক্রান্ত কাজে অন্যূন ০৭ (সাত) বৎসরের অভিজ্ঞতা।: [348, 1000, 782, 1035]
- col-qualification: নিয়োগ যোগ্যতা ও অভিজ্ঞতা: [348, 898, 782, 933]
- cell-salary: বেতন স্কেল: ১১৩০০-২৭৩০০/- গ্রেড: ১২: [252, 1481, 348, 1515]
- cell-count: ০১: [174, 1344, 210, 1378]
- cell-salary: বেতন স্কেল: ২২০০০-৫৩০৬০/- গ্রেড: ০৯: [252, 1275, 348, 1309]
- cell-age: ৩০: [210, 1447, 252, 1481]
- ad-date-label: তারিখ :: [564, 824, 593, 834]
- cell-post: মেকানিক: [830, 768, 918, 793]
- table-row: [51, 1344, 782, 1378]
- cell-qualification: (ক) কোন স্বীকৃত বিশ্ববিদ্যালয় হইতে ভূগোল বা পরিবেশ বা নগর ও অঞ্চল পরিকল্পনা বিষয়ে স্নাতক ডিগ্রি; অথবা (খ) কোন স্বীকৃত ইনস্টিটিউট হইতে সার্ভেয়িং বিষয়ে ডিপ্লোমা; এবং জিআইএস সফটওয়্যার পরিচালনায় অভিজ্ঞতা।: [348, 1549, 782, 1583]
- table-row: [51, 1173, 782, 1207]
- lead-col1: ঢাকা থেকে ভাঙ্গা পর্যন্ত বঙ্গবন্ধু শেখ মুজিবুর রহমান মহাসড়ক। এ মহাসড়কের পাশে মালিগ্রাম বাজার। এ বাজার ফরিদপুর জেলার ভাঙা উপজেলার চান্দ্রা ইউনিয়নে অবস্থিত। সপ্তাহে দুদিন এখানে হাট বসে। এছাড়া প্রতিদিন দুবেলা বাজার বসে। এ বাজারে চার শতাধিক দোকান রয়েছে। এ বাজারের সঙ্গেই আবদুর রশিদ মিয়া উচ্চ বিদ্যালয়, মালিগ্রাম সরকারি প্রাথমিক বিদ্যালয়, চান্দ্রা ইউনিয়ন পরিবার কল্যাণ কেন্দ্র রয়েছে। এ বাজারের ভিতরে চান্দ্রা ইউনিয়ন পরিষদের কার্যালয়, অগ্রণী ব্যাংক, মিয়ারাচ্র ব্যাংকের শাখা রয়েছে। এ বাজার হয়েই ভাঙা কাউলিবেড়া, আজিমনগর, নাসিরাবাদ ইউনিয়নে মানুষ যাতায়াত করে। পদ্মাসেতু চালু হওয়ার পর থেকে এ বাজারের গুরুত্ব বেড়েছে অনেকগুণ। আর মহাসড়কের সঙ্গেই এ বাজারের গুরুত্বপূর্ণ জায়গায় দিনের পর দিন ময়লা আবর্জনা ফেলে আবর্জনার ভাগাড় গড়ে তোলা হয়েছে। আর ময়লা আবর্জনার পাশ দিয়েই দুটি শিক্ষা প্রতিষ্ঠানের শত শত শিক্ষার্থীসহ হাজার হাজার লোক প্রতিদিন চলাফেরা করেন। মালিগ্রাম সরকারি প্রাথমিক বিদ্যালয়ের ৩ জন শিক্ষার্থী জানান, এ ময়লা আবর্জনার সামনে দিয়ে যাতা বিদ্যালয়ে আসা-যাওয়া করতে হয়। অনেক সময় আবর্জনার থেকে উৎকট গন্ধ: [354, 245, 507, 505]
- cell-salary: বেতন স্কেল: ৩৫৫০০-৬৭০১০/- গ্রেড: ০৬: [252, 1000, 348, 1035]
- cell-age: ৩০: [210, 1173, 252, 1207]
- cell-count: ০১: [174, 1618, 210, 1653]
- cell-salary: বেতন স্কেল: ৯৩০০-২২৪৯০/- গ্রেড: ১৬: [995, 694, 1092, 719]
- cell-age: ৩৫: [210, 932, 252, 967]
- cell-age: ৩০: [210, 1583, 252, 1618]
- cell-count: ০১: [174, 1275, 210, 1309]
- cell-count: ০১: [918, 694, 954, 719]
- ladies-headline: নীলার লেডিস ক্লাব গুঁড়িয়ে দিল রাজউক: [961, 170, 1127, 207]
- cell-serial: ০৬: [51, 1103, 86, 1138]
- cell-age: ৩০: [954, 718, 995, 743]
- table-row: [794, 892, 1521, 926]
- cell-salary: বেতন স্কেল: ১২৫০০-৩০২৩০/- গ্রেড: ১১: [252, 1447, 348, 1481]
- cell-count: ০১: [174, 1241, 210, 1275]
- cell-age: ৩৫: [210, 1103, 252, 1138]
- table-row: [51, 1103, 782, 1138]
- cell-age: ৩৫: [210, 1138, 252, 1173]
- cell-salary: বেতন স্কেল: ৩৫৫০০-৬৭০১০/- গ্রেড: ০৬: [252, 967, 348, 1001]
- accident-caption: গোপালগঞ্জে দুটি গাড়ির মুখোমুখি সংঘর্ষ -বাংলাদেশ প্রতিদিন: [1142, 355, 1353, 366]
- cell-salary: বেতন স্কেল: ১৬০০০-৩৮৬৪০/- গ্রেড: ১০: [252, 1344, 348, 1378]
- cell-post: কাঠ মিস্ত্রি: [830, 842, 918, 867]
- cell-qualification: (ক) কোন স্বীকৃত বিশ্ববিদ্যালয় হইতে অন্যূন দ্বিতীয় শ্রেণী বা সমমানের সিজিপিএ-তে স্নাতক (সম্মান) সহ অন্যূন দ্বিতীয় শ্রেণী বা সমমানের সিজিপিএ-তে স্নাতকোত্তর বা সমমানের ডিগ্রি; এবং (খ) সরকারী বা আধা-সরকারী বা স্বায়ত্তশাসিত সংস্থায় প্রথম শ্রেণীর এস্টেট বা ভূমি বা প্রশাসনিক সংক্রান্ত কাজে অন্যূন ০৭ (সাত) বৎসরের অভিজ্ঞতা।: [348, 932, 782, 967]
- cell-qualification: (ক) কোন স্বীকৃত বোর্ড হইতে মাধ্যমিক স্কুল সার্টিফিকেট বা সমমানের সার্টিফিকেট; এবং (খ) কোন স্বীকৃত প্রতিষ্ঠান হইতে অটোমোবাইল বা মেকানিক্যাল ট্রেড কোর্স সার্টিফিকেট।: [1092, 768, 1521, 793]
- cell-age: ৩০: [210, 1206, 252, 1241]
- ad-table-left: [50, 897, 782, 1805]
- cell-serial: ৩৫: [794, 892, 830, 926]
- cell-salary: বেতন স্কেল: ২২০০০-৫৩০৬০/- গ্রেড: ০৯: [252, 1241, 348, 1275]
- cell-count: ০১: [174, 1206, 210, 1241]
- cell-post: সহকারী পরিচালক (ভূমি): [86, 1173, 174, 1207]
- brief-column: [40, 161, 338, 659]
- cell-serial: ২১: [51, 1618, 86, 1653]
- ad-logo-text: কউক: [383, 720, 408, 733]
- ad-title: নিয়োগ বিজ্ঞপ্তি: [371, 851, 460, 868]
- cell-serial: ১৯: [51, 1549, 86, 1583]
- brief-headline-1: টঙ্গী-জয়দেবপুর ডাবল রেললাইন চালু হচ্ছে ডিসেম্বরে : মন্ত্রী: [40, 213, 329, 248]
- cell-qualification: কোন স্বীকৃত ইনস্টিটিউট হইতে সিভিল বা মেকানিক্যাল বা ইলেকট্রিক্যাল এন্ড ইলেকট্রনিক্স ইঞ্জিনিয়ারিং বিষয়ে ডিপ্লোমা।: [348, 1447, 782, 1481]
- col-salary: মাসিক বেতন (জাতীয় বেতন স্কেল-২০১৫): [252, 898, 348, 933]
- cell-age: ৩০: [954, 892, 995, 926]
- cell-count: ০১: [174, 1515, 210, 1550]
- cell-serial: ৩৩: [794, 842, 830, 867]
- ad-table-right: [794, 693, 1521, 926]
- cell-count: ০১: [174, 1481, 210, 1515]
- table-row: [51, 1515, 782, 1550]
- cell-serial: ০৩: [51, 1000, 86, 1035]
- cell-salary: বেতন স্কেল: ১০২০০-২৪৬৮০/- গ্রেড: ১৪: [995, 892, 1092, 926]
- cell-salary: বেতন স্কেল: ৯৩০০-২২৪৯০/- গ্রেড: ১৬: [995, 718, 1092, 743]
- cell-age: ৩০: [954, 817, 995, 842]
- job-advertisement: [40, 684, 1528, 2356]
- cell-count: ০১: [174, 1309, 210, 1344]
- cell-age: ৩০: [210, 1412, 252, 1447]
- cell-age: ৩০: [210, 1721, 252, 1756]
- cell-qualification: (ক) কোন স্বীকৃত বোর্ড হইতে মাধ্যমিক স্কুল সার্টিফিকেট বা সমমানের সার্টিফিকেট; এবং (খ) সার্ভে ইনস্টিটিউট হইতে সার্ভে কোর্সে উত্তীর্ণ।: [348, 1755, 782, 1780]
- date-line: বৃহস্পতিবার ॥ ১১ আগস্ট ২০২২: [1242, 101, 1422, 117]
- lead-photo: [515, 244, 748, 518]
- cell-salary: বেতন স্কেল: ৯০০০-২১৮০০/- গ্রেড: ১৭: [995, 817, 1092, 842]
- page-number-badge: [1170, 84, 1225, 138]
- cell-salary: বেতন স্কেল: ৯৭০০-২৩৪৯০/- গ্রেড: ১৫: [252, 1755, 348, 1780]
- ad-right: [794, 693, 1521, 2350]
- lead-story: [354, 161, 949, 659]
- cell-age: ৩০: [954, 743, 995, 768]
- cell-qualification: (ক) কোন স্বীকৃত বোর্ড হইতে মাধ্যমিক স্কুল সার্টিফিকেট বা সমমানের সার্টিফিকেট; (খ) কোন স্বীকৃত প্রতিষ্ঠান হইতে ইলেকট্রিক্যাল ট্রেড সার্টিফিকেট; এবং (গ) ইলেকট্রিক্যাল লাইসেন্সিং বোর্ডের B এবং C ক্যাটাগরির লাইসেন্স।: [1092, 867, 1521, 892]
- table-row: [51, 1378, 782, 1412]
- cell-count: ০১: [174, 1583, 210, 1618]
- cell-age: ৩০: [210, 1344, 252, 1378]
- brief-headline-2: ডিজেল ও পেট্রোল জব্দ, গ্রেফতার ২: [40, 442, 244, 458]
- brief-body-1: রেলমন্ত্রী নুরুল ইসলাম সুজন বলেছেন, ঢাকা-ময়মনসিংহ রেললাইনের কমলাপুর থেকে টঙ্গী পর্যন্ত ডেরা লেনের এবং টঙ্গী থেকে জয়দেবপুর পর্যন্ত ডাবল রেললাইন নির্মাণের কাজ এগিয়ে চলেছে। এর মধ্যে ডিসেম্বরের মধ্যে টঙ্গী থেকে জয়দেবপুর পর্যন্ত ডাবল রেললাইন চালু হতে যাচ্ছে। জ্বালানি তেলের মূল্য বাড়লেও ট্রেনের ভাড়া বাড়ানোর কোনো একথা সিদ্ধান্ত হয়নি জানিয়ে তিনি বলেন, এ ব্যাপারে আলোচনা চলছে। গতকাল রেলমন্ত্রী টঙ্গী-জয়দেবপুর ডাবল রেললাইনের কাজ পরিদর্শন শেষে এসব কথা বলেন। -গাজীপুর প্রতিনিধি: [40, 257, 338, 318]
- cell-salary: বেতন স্কেল: ২২০০০-৫৩০৬০/- গ্রেড: ০৯: [252, 1206, 348, 1241]
- cell-serial: ০১: [51, 932, 86, 967]
- cell-post: ক্রয় অফিসার: [86, 1618, 174, 1653]
- cell-age: ৩০: [210, 1549, 252, 1583]
- cell-age: ৩০: [210, 1686, 252, 1721]
- ad-left: [50, 693, 782, 2350]
- cell-post: প্রাক্কলিক: [86, 1447, 174, 1481]
- cell-qualification: কোন স্বীকৃত বোর্ড হইতে উচ্চ মাধ্যমিক সার্টিফিকেট বা সমমানের সার্টিফিকেট; কম্পিউটার চালনায় দক্ষতা।: [348, 1721, 782, 1756]
- cell-post: ইমারত পরিদর্শক: [86, 1481, 174, 1515]
